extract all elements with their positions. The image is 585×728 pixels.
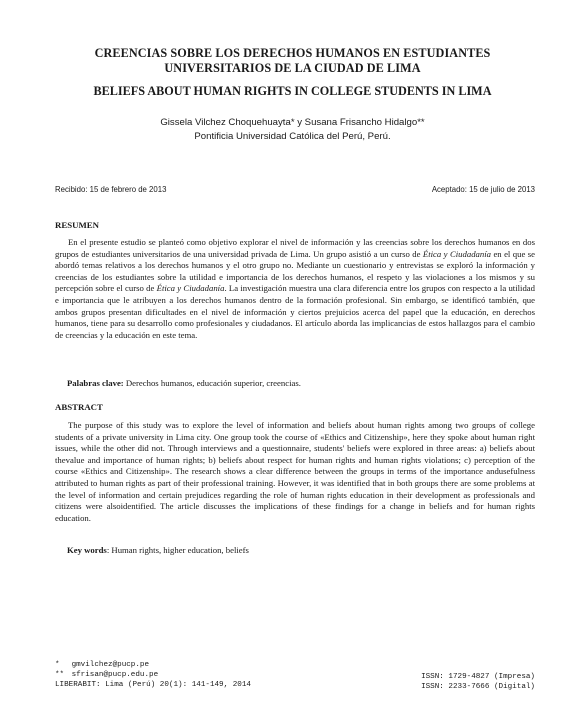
keywords-en-label: Key words — [67, 545, 107, 555]
keywords-es — [67, 378, 527, 390]
footnotes — [55, 660, 251, 691]
resumen-text-2: en el que se abordó temas relativos a los derechos humanos y el otro grupo no. Mediante un cuestionario y entrevistas se exploró la información y creencias de los estudiantes sobre la utilidad e importancia de los derechos humanos, el respeto y las violaciones a los mismos y su percepción sobre el curso de — [55, 248, 536, 294]
footnote-mark-2: ** — [55, 671, 65, 680]
received-date: Recibido: 15 de febrero de 2013 — [55, 185, 167, 194]
resumen-text-1: En el presente estudio se planteó como objetivo explorar el nivel de información y las creencias sobre los derechos humanos en dos grupos de estudiantes universitarios de una universidad privada de Lima. Un grupo asistió a un curso de — [55, 237, 535, 259]
author-block — [40, 116, 545, 144]
title-english: BELIEFS ABOUT HUMAN RIGHTS IN COLLEGE STUDENTS IN LIMA — [93, 84, 492, 98]
footnote-2 — [55, 670, 251, 680]
resumen-heading: RESUMEN — [55, 220, 99, 230]
footnote-email-2: sfrisan@pucp.edu.pe — [71, 671, 159, 680]
footnote-1 — [55, 660, 251, 670]
keywords-en-value: : Human rights, higher education, beliefs — [106, 545, 249, 555]
keywords-es-label: Palabras clave: — [67, 378, 124, 388]
course-name-italic-1: Ética y Ciudadanía — [422, 248, 491, 259]
affiliation: Pontificia Universidad Católica del Perú, Perú. — [194, 131, 391, 142]
issn-print: ISSN: 1729-4827 (Impresa) — [421, 673, 535, 681]
accepted-date: Aceptado: 15 de julio de 2013 — [431, 185, 535, 194]
issn-digital: ISSN: 2233-7666 (Digital) — [421, 683, 535, 692]
abstract-text: The purpose of this study was to explore the level of information and beliefs about human rights among two groups of college students of a private university in Lima city. One group took the course of «Ethics and Citizenship», here they spoke about human right issues, while the other did not. Through interviews and a questionnaire, students' beliefs were explored in three areas: a) beliefs about thevalue and importance of human rights; b) beliefs about respect for human rights and human rights violations; c) perception of the course «Ethics and Citizenship». The research shows a clear difference between the groups in terms of the importance andusefulness attributed to human rights as part of their professional training. However, it was identified that in both groups there are some problems at the level of information and certain prejudices regarding the role of human rights education in their development as professionals and citizens were alsoidentified. The article discusses the implications of these findings for a change in beliefs and for human rights education. — [55, 420, 535, 523]
journal-reference: LIBERABIT: Lima (Perú) 20(1): 141-149, 2014 — [55, 681, 251, 690]
keywords-en — [67, 545, 527, 557]
course-name-italic-2: Ética y Ciudadanía — [156, 283, 225, 294]
issn-block — [421, 672, 535, 692]
title-spanish: CREENCIAS SOBRE LOS DERECHOS HUMANOS EN ESTUDIANTES UNIVERSITARIOS DE LA CIUDAD DE LIMA — [94, 46, 491, 75]
resumen-text-3: . La investigación muestra una clara diferencia entre los grupos con respecto a la utilidad e importancia que le atribuyen a los derechos humanos dentro de la formación profesional. Sin embargo, se identificó también, que ambos grupos presentan dificultades en el nivel de información y ciertos prejuicios acerca del papel que la educación, en derechos humanos, tiene para su desarrollo como profesionales y ciudadanos. El artículo aborda las implicancias de estos hallazgos para el cambio de creencias y la educación en este tema. — [55, 283, 536, 340]
resumen-text — [55, 237, 535, 341]
keywords-es-value: Derechos humanos, educación superior, creencias. — [123, 378, 301, 388]
authors: Gissela Vilchez Choquehuayta* y Susana Frisancho Hidalgo** — [160, 117, 425, 128]
footnote-mark-1: * — [55, 661, 60, 669]
abstract-heading: ABSTRACT — [55, 402, 103, 412]
footnote-email-1: gmvilchez@pucp.pe — [71, 661, 150, 669]
